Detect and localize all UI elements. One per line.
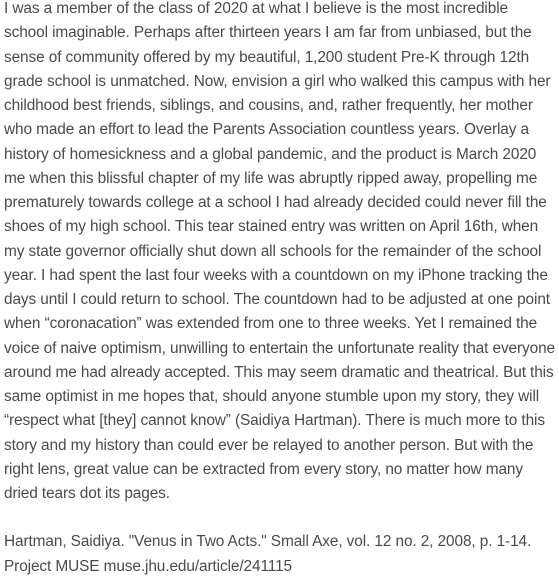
works-cited-entry: Hartman, Saidiya. "Venus in Two Acts." Small Axe, vol. 12 no. 2, 2008, p. 1-14. Project MUSE muse.jhu.edu/article/241115 [4,533,532,575]
article-body [4,0,556,579]
body-paragraph: I was a member of the class of 2020 at what I believe is the most incredible school imaginable. Perhaps after thirteen years I am far from unbiased, but the sense of community offered by my beautiful, 1,200 student Pre-K through 12th grade school is unmatched. Now, envision a girl who walked this campus with her childhood best friends, siblings, and cousins, and, rather frequently, her mother who made an effort to lead the Parents Association countless years. Overlay a history of homesickness and a global pandemic, and the product is March 2020 me when this blissful chapter of my life was abruptly ripped away, propelling me prematurely towards college at a school I had already decided could never fill the shoes of my high school. This tear stained entry was written on April 16th, when my state governor officially shut down all schools for the remainder of the school year. I had spent the last four weeks with a countdown on my iPhone tracking the days until I could return to school. The countdown had to be adjusted at one point when “coronacation” was extended from one to three weeks. Yet I remained the voice of naive optimism, unwilling to entertain the unfortunate reality that everyone around me had already accepted. This may seem dramatic and theatrical. But this same optimist in me hopes that, should anyone stumble upon my story, they will “respect what [they] cannot know” (Saidiya Hartman). There is much more to this story and my history than could ever be relayed to another person. But with the right lens, great value can be extracted from every story, no matter how many dried tears dot its pages. [4,0,556,502]
